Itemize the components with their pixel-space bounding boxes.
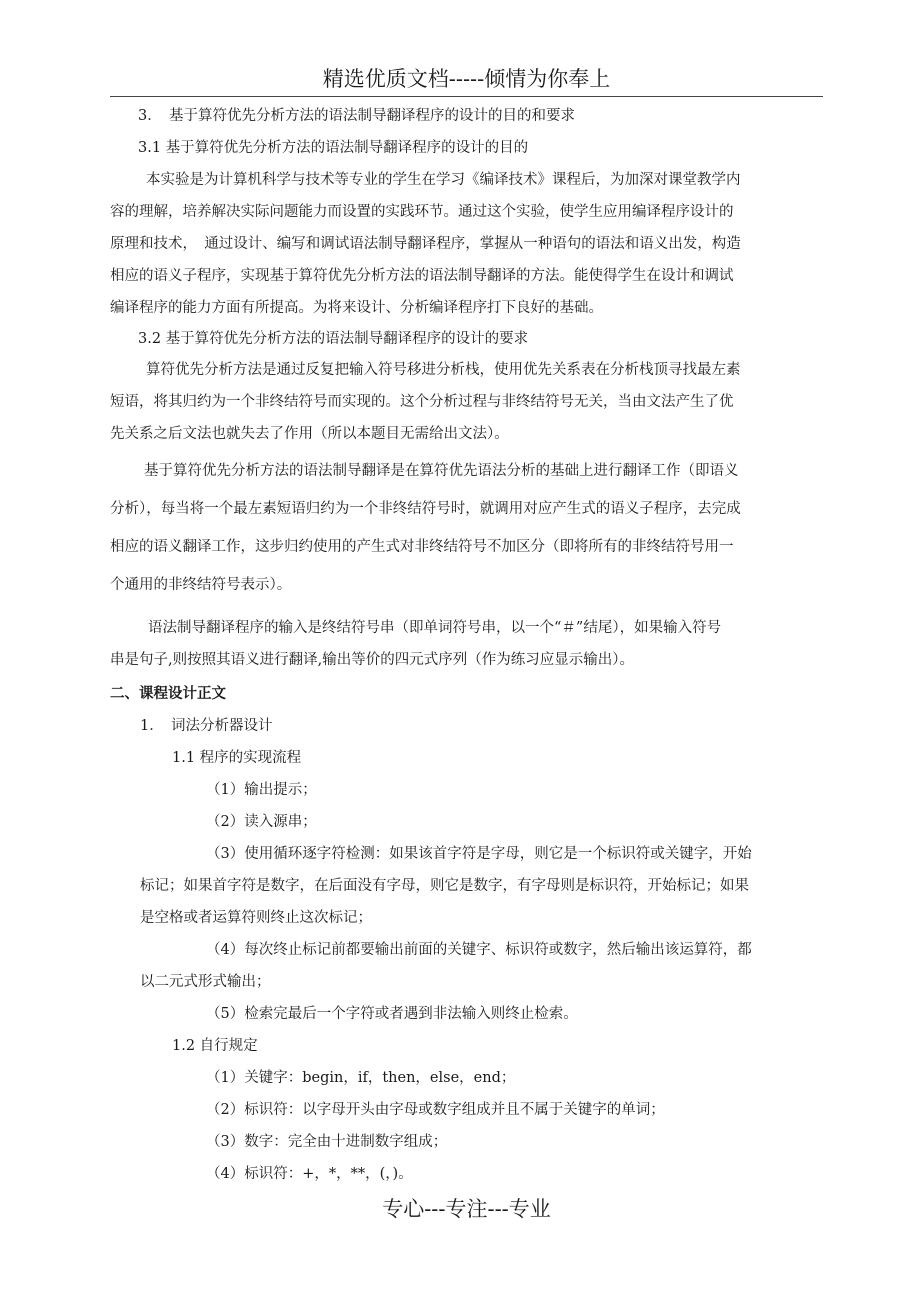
section-3-heading: 3． 基于算符优先分析方法的语法制导翻译程序的设计的目的和要求: [138, 108, 575, 124]
paragraph-line: 编译程序的能力方面有所提高。为将来设计、分析编译程序打下良好的基础。: [110, 300, 603, 316]
paragraph-line: 分析），每当将一个最左素短语归约为一个非终结符号时，就调用对应产生式的语义子程序，去完成: [110, 501, 741, 517]
subsection-1-1-heading: 1.1 程序的实现流程: [172, 750, 302, 766]
header-title: 精选优质文档-----倾情为你奉上: [322, 67, 611, 91]
step-4: [110, 934, 823, 998]
rule-item: （2）标识符：以字母开头由字母或数字组成并且不属于关键字的单词；: [206, 1102, 665, 1118]
paragraph-3-2-c: [110, 612, 823, 676]
paragraph-line: 先关系之后文法也就失去了作用（所以本题目无需给出文法）。: [110, 426, 509, 442]
item-1-heading: 1． 词法分析器设计: [140, 718, 273, 734]
subsection-3-2-heading: 3.2 基于算符优先分析方法的语法制导翻译程序的设计的要求: [138, 331, 529, 347]
step-line: 标记；如果首字符是数字，在后面没有字母，则它是数字，有字母则是标识符，开始标记；如果: [140, 878, 749, 894]
step-line: （3）使用循环逐字符检测：如果该首字符是字母，则它是一个标识符或关键字，开始: [206, 846, 752, 862]
paragraph-line: 语法制导翻译程序的输入是终结符号串（即单词符号串，以一个“＃”结尾），如果输入符号: [148, 620, 722, 636]
page-header: [110, 62, 823, 97]
subsection-1-2-heading: 1.2 自行规定: [172, 1038, 258, 1054]
paragraph-3-2-a: [110, 354, 823, 450]
paragraph-line: 原理和技术， 通过设计、编写和调试语法制导翻译程序，掌握从一种语句的语法和语义出发，构造: [110, 236, 741, 252]
paragraph-line: 本实验是为计算机科学与技术等专业的学生在学习《编译技术》课程后，为加深对课堂教学内: [146, 172, 741, 188]
subsection-3-1-heading: 3.1 基于算符优先分析方法的语法制导翻译程序的设计的目的: [138, 140, 529, 156]
paragraph-line: 容的理解，培养解决实际问题能力而设置的实践环节。通过这个实验，使学生应用编译程序设计的: [110, 204, 734, 220]
step-5: （5）检索完最后一个字符或者遇到非法输入则终止检索。: [206, 1006, 578, 1022]
part-2-heading: 二、课程设计正文: [110, 685, 226, 702]
page-footer: [110, 1192, 823, 1226]
paragraph-3-2-b: [110, 452, 823, 604]
step-line: 以二元式形式输出；: [140, 974, 271, 990]
paragraph-line: 相应的语义翻译工作，这步归约使用的产生式对非终结符号不加区分（即将所有的非终结符号用一: [110, 539, 734, 555]
step-2: （2）读入源串；: [206, 814, 317, 830]
paragraph-line: 相应的语义子程序，实现基于算符优先分析方法的语法制导翻译的方法。能使得学生在设计和调试: [110, 268, 734, 284]
paragraph-line: 短语，将其归约为一个非终结符号而实现的。这个分析过程与非终结符号无关，当由文法产生了优: [110, 394, 734, 410]
rules-list: [110, 1062, 823, 1190]
step-line: （4）每次终止标记前都要输出前面的关键字、标识符或数字，然后输出该运算符，都: [206, 942, 752, 958]
document-body: [110, 100, 823, 1190]
paragraph-3-1: [110, 164, 823, 324]
paragraph-line: 基于算符优先分析方法的语法制导翻译是在算符优先语法分析的基础上进行翻译工作（即语义: [144, 463, 739, 479]
paragraph-line: 串是句子,则按照其语义进行翻译,输出等价的四元式序列（作为练习应显示输出）。: [110, 652, 634, 668]
rule-item: （3）数字：完全由十进制数字组成；: [206, 1134, 448, 1150]
footer-text: 专心---专注---专业: [382, 1197, 551, 1221]
rule-item: （4）标识符：+，*，**，(，)。: [206, 1166, 413, 1182]
step-1: （1）输出提示；: [206, 782, 317, 798]
paragraph-line: 个通用的非终结符号表示）。: [110, 577, 292, 593]
rule-item: （1）关键字：begin，if，then，else，end；: [206, 1070, 516, 1086]
step-3: [110, 838, 823, 934]
step-line: 是空格或者运算符则终止这次标记；: [140, 910, 372, 926]
paragraph-line: 算符优先分析方法是通过反复把输入符号移进分析栈，使用优先关系表在分析栈顶寻找最左素: [146, 362, 741, 378]
